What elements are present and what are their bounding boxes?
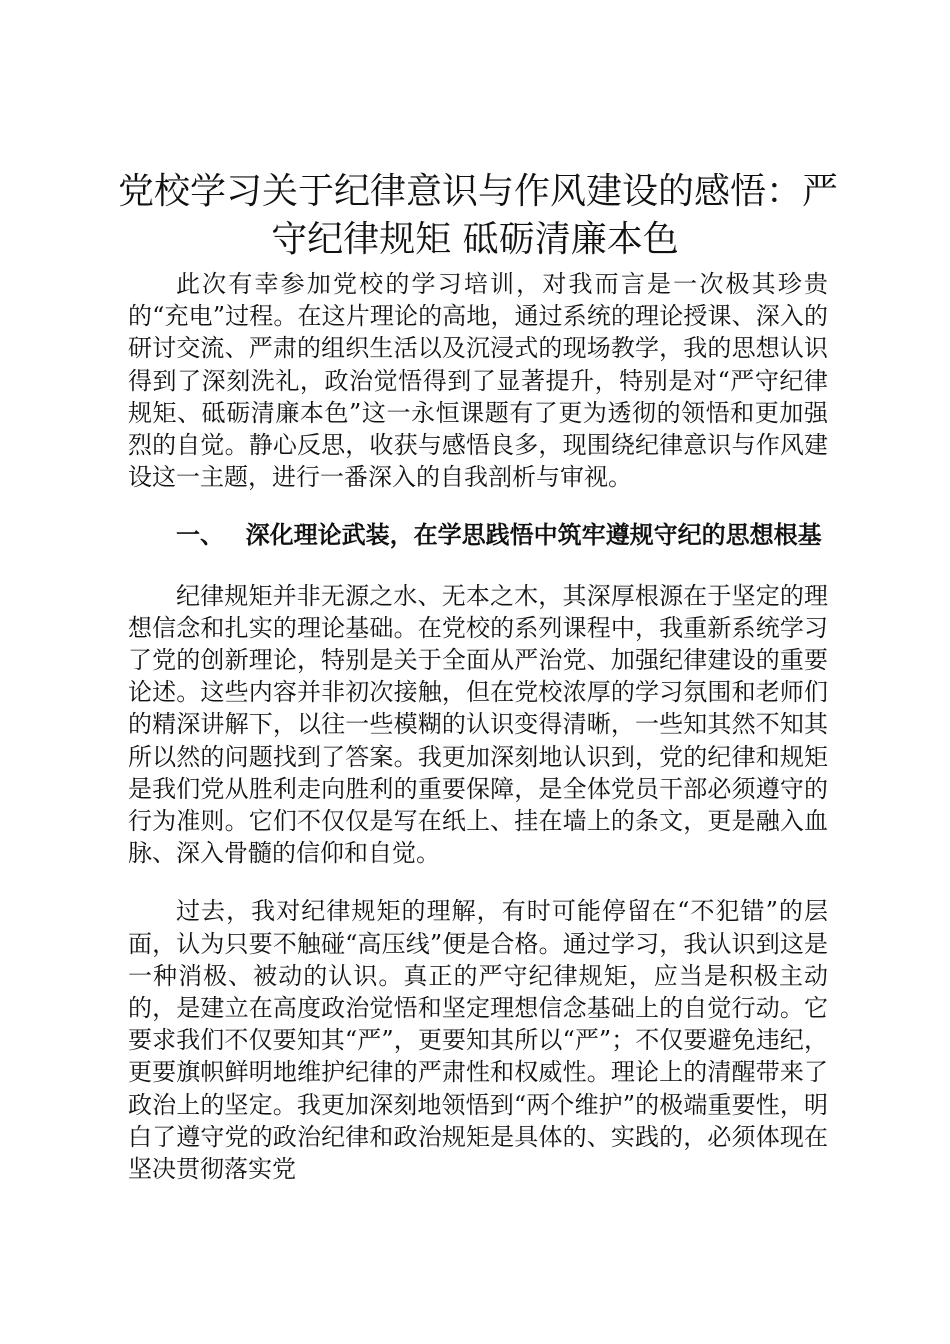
title-line-1: 党校学习关于纪律意识与作风建设的感悟：严	[118, 171, 839, 212]
section-title: 深化理论武装，在学思践悟中筑牢遵规守纪的思想根基	[245, 520, 822, 550]
document-title	[118, 168, 839, 264]
document-body	[128, 268, 828, 1185]
title-line-2: 守纪律规矩 砥砺清廉本色	[271, 219, 679, 260]
section-number: 一、	[176, 520, 224, 550]
body-paragraph-2: 过去，我对纪律规矩的理解，有时可能停留在“不犯错”的层面，认为只要不触碰“高压线”便是合格。通过学习，我认识到这是一种消极、被动的认识。真正的严守纪律规矩，应当是积极主动的，是建立在高度政治觉悟和坚定理想信念基础上的自觉行动。它要求我们不仅要知其“严”，更要知其所以“严”；不仅要避免违纪，更要旗帜鲜明地维护纪律的严肃性和权威性。理论上的清醒带来了政治上的坚定。我更加深刻地领悟到“两个维护”的极端重要性，明白了遵守党的政治纪律和政治规矩是具体的、实践的，必须体现在坚决贯彻落实党	[128, 897, 828, 1184]
section-heading	[128, 519, 828, 551]
body-paragraph-1: 纪律规矩并非无源之水、无本之木，其深厚根源在于坚定的理想信念和扎实的理论基础。在党校的系列课程中，我重新系统学习了党的创新理论，特别是关于全面从严治党、加强纪律建设的重要论述。这些内容并非初次接触，但在党校浓厚的学习氛围和老师们的精深讲解下，以往一些模糊的认识变得清晰，一些知其然不知其所以然的问题找到了答案。我更加深刻地认识到，党的纪律和规矩是我们党从胜利走向胜利的重要保障，是全体党员干部必须遵守的行为准则。它们不仅仅是写在纸上、挂在墙上的条文，更是融入血脉、深入骨髓的信仰和自觉。	[128, 581, 828, 868]
intro-paragraph: 此次有幸参加党校的学习培训，对我而言是一次极其珍贵的“充电”过程。在这片理论的高地，通过系统的理论授课、深入的研讨交流、严肃的组织生活以及沉浸式的现场教学，我的思想认识得到了深刻洗礼，政治觉悟得到了显著提升，特别是对“严守纪律规矩、砥砺清廉本色”这一永恒课题有了更为透彻的领悟和更加强烈的自觉。静心反思，收获与感悟良多，现围绕纪律意识与作风建设这一主题，进行一番深入的自我剖析与审视。	[128, 270, 828, 492]
